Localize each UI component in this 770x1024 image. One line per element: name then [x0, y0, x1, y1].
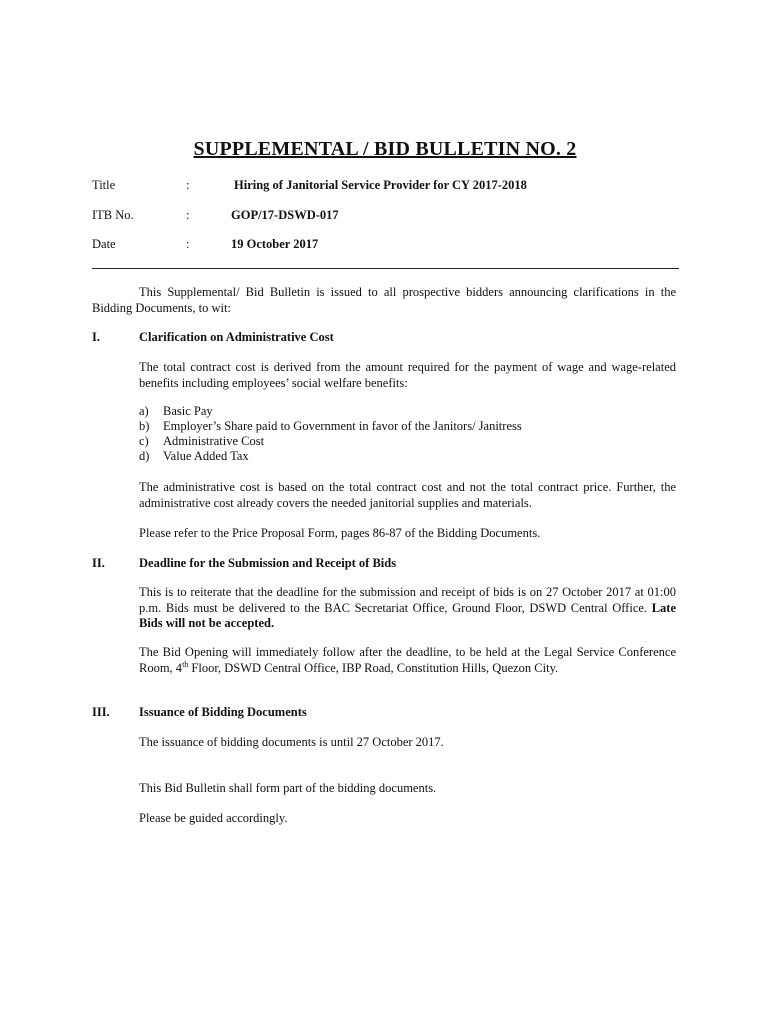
list-text: Value Added Tax: [163, 449, 249, 463]
meta-colon: :: [186, 178, 190, 192]
bid-opening-text-end: Floor, DSWD Central Office, IBP Road, Constitution Hills, Quezon City.: [188, 660, 559, 675]
closing-paragraph: Please be guided accordingly.: [139, 811, 288, 825]
list-marker: d): [139, 449, 150, 463]
meta-label: Title: [92, 178, 116, 192]
section-paragraph: Please refer to the Price Proposal Form, pages 86-87 of the Bidding Documents.: [139, 526, 541, 540]
late-bids-warning: Late Bids will not be accepted.: [139, 600, 677, 630]
section-heading: Deadline for the Submission and Receipt of Bids: [139, 556, 397, 570]
meta-label: ITB No.: [92, 208, 134, 222]
divider-rule: [92, 268, 679, 269]
closing-paragraph: This Bid Bulletin shall form part of the bidding documents.: [139, 781, 437, 795]
list-marker: c): [139, 434, 149, 448]
section-paragraph: [139, 645, 676, 676]
list-marker: a): [139, 404, 149, 418]
section-number: I.: [92, 330, 100, 344]
benefits-list: [139, 404, 679, 464]
meta-row-date: [92, 237, 692, 255]
list-item: [139, 419, 679, 434]
list-marker: b): [139, 419, 150, 433]
list-text: Employer’s Share paid to Government in favor of the Janitors/ Janitress: [163, 419, 522, 433]
section-paragraph: The administrative cost is based on the total contract cost and not the total contract price. Further, the administrative cost already covers the needed janitorial supplies and materials.: [139, 480, 676, 510]
meta-row-itb: [92, 208, 692, 226]
list-item: [139, 404, 679, 419]
section-heading: Issuance of Bidding Documents: [139, 705, 307, 719]
meta-colon: :: [186, 237, 190, 251]
bid-opening-text: The Bid Opening will immediately follow after the deadline, to be held at the Legal Service Conference Room, 4: [139, 645, 676, 675]
list-item: [139, 434, 679, 449]
meta-value: GOP/17-DSWD-017: [231, 208, 339, 222]
list-text: Basic Pay: [163, 404, 213, 418]
section-number: II.: [92, 556, 105, 570]
section-paragraph: The total contract cost is derived from the amount required for the payment of wage and wage-related benefits including employees’ social welfare benefits:: [139, 360, 676, 390]
meta-value: 19 October 2017: [231, 237, 319, 251]
meta-value: Hiring of Janitorial Service Provider for CY 2017-2018: [234, 178, 527, 192]
list-item: [139, 449, 679, 464]
section-heading: Clarification on Administrative Cost: [139, 330, 334, 344]
intro-paragraph: This Supplemental/ Bid Bulletin is issued to all prospective bidders announcing clarifications in the Bidding Documents, to wit:: [92, 285, 676, 315]
bulletin-title: SUPPLEMENTAL / BID BULLETIN NO. 2: [193, 138, 577, 160]
section-paragraph: The issuance of bidding documents is until 27 October 2017.: [139, 735, 444, 749]
section-paragraph: [139, 585, 676, 632]
meta-label: Date: [92, 237, 116, 251]
meta-row-title: [92, 178, 692, 196]
list-text: Administrative Cost: [163, 434, 265, 448]
deadline-text: This is to reiterate that the deadline for the submission and receipt of bids is on 27 October 2017 at 01:00 p.m. Bids must be delivered to the BAC Secretariat Office, Ground Floor, DSWD Central Office.: [139, 585, 676, 615]
meta-colon: :: [186, 208, 190, 222]
ordinal-suffix: th: [182, 659, 189, 669]
section-number: III.: [92, 705, 110, 719]
